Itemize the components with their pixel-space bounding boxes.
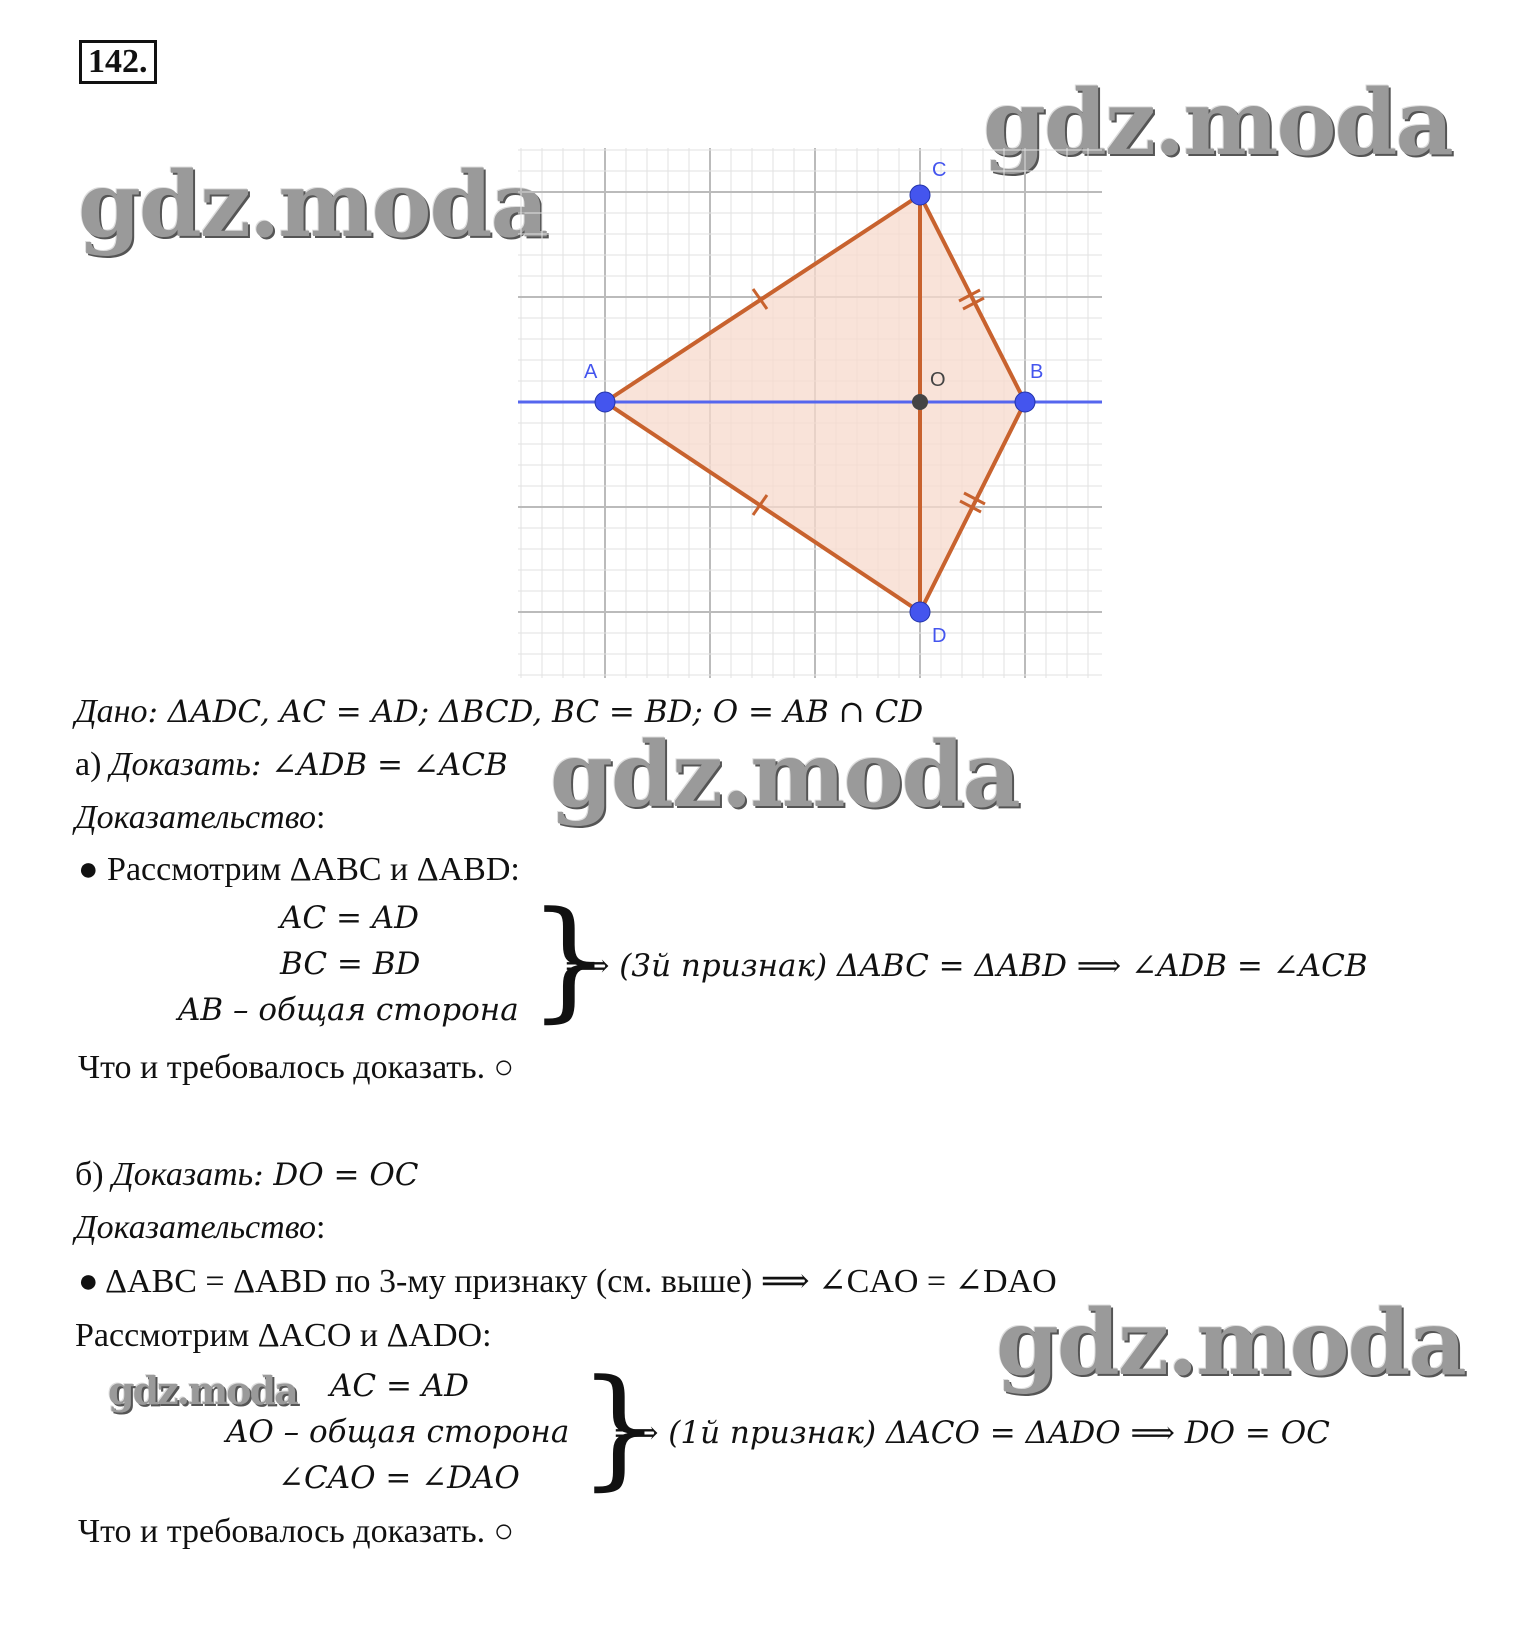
watermark: gdz.moda	[78, 152, 547, 258]
part-a-conclusion: ⟹ (3й признак) ΔABC = ΔABD ⟹ ∠ADB = ∠ACB	[565, 948, 1368, 984]
point-d	[910, 602, 930, 622]
part-a-prove-text: : ∠ADB = ∠ACB	[250, 747, 508, 783]
watermark: gdz.moda	[983, 70, 1452, 176]
problem-number: 142.	[79, 40, 157, 84]
given-text: : ΔADC, AC = AD; ΔBCD, BC = BD; O = AB ∩ CD	[147, 694, 924, 730]
part-b-sys-3: ∠CAO = ∠DAO	[278, 1460, 520, 1496]
part-b-qed: Что и требовалось доказать. ○	[78, 1513, 515, 1550]
part-b-proof-label: Доказательство	[75, 1209, 317, 1246]
point-b	[1015, 392, 1035, 412]
label-b: B	[1030, 361, 1044, 383]
part-b-prove	[75, 1155, 419, 1195]
watermark: gdz.moda	[996, 1290, 1465, 1396]
part-a-proof-label: Доказательство	[75, 799, 317, 836]
part-a-prefix: а)	[75, 746, 102, 783]
part-b-prove-label: Доказать	[112, 1156, 254, 1193]
part-a-sys-1: AC = AD	[280, 900, 420, 936]
point-o	[912, 394, 928, 410]
watermark: gdz.moda	[108, 1368, 297, 1413]
given-label: Дано	[75, 693, 148, 730]
label-o: O	[930, 369, 946, 391]
part-b-conclusion: ⟹ (1й признак) ΔACO = ΔADO ⟹ DO = OC	[614, 1415, 1330, 1451]
given-line	[75, 692, 923, 732]
part-a-consider: ● Рассмотрим ΔABC и ΔABD:	[78, 851, 520, 888]
part-b-sys-1: AC = AD	[330, 1368, 470, 1404]
part-b-proof-heading: Доказательство:	[75, 1209, 326, 1246]
part-b-prove-text: : DO = OC	[253, 1157, 419, 1193]
point-a	[595, 392, 615, 412]
part-b-consider: Рассмотрим ΔACO и ΔADO:	[75, 1317, 492, 1354]
part-b-sys-2: AO – общая сторона	[226, 1414, 570, 1450]
geometry-figure	[518, 148, 1102, 678]
label-d: D	[932, 625, 947, 647]
part-a-proof-heading: Доказательство:	[75, 799, 326, 836]
point-c	[910, 185, 930, 205]
part-b-prefix: б)	[75, 1156, 104, 1193]
part-a-qed: Что и требовалось доказать. ○	[78, 1049, 515, 1086]
label-a: A	[584, 361, 598, 383]
part-a-prove-label: Доказать	[109, 746, 251, 783]
part-b-bullet: ● ΔABC = ΔABD по 3-му признаку (см. выше) ⟹ ∠CAO = ∠DAO	[78, 1263, 1057, 1300]
right-brace: }	[528, 883, 611, 1035]
part-a-prove	[75, 745, 508, 785]
right-brace: }	[578, 1351, 661, 1503]
part-a-sys-2: BC = BD	[280, 946, 421, 982]
watermark: gdz.moda	[550, 722, 1019, 828]
label-c: C	[932, 159, 947, 181]
part-a-sys-3: AB – общая сторона	[178, 992, 519, 1028]
